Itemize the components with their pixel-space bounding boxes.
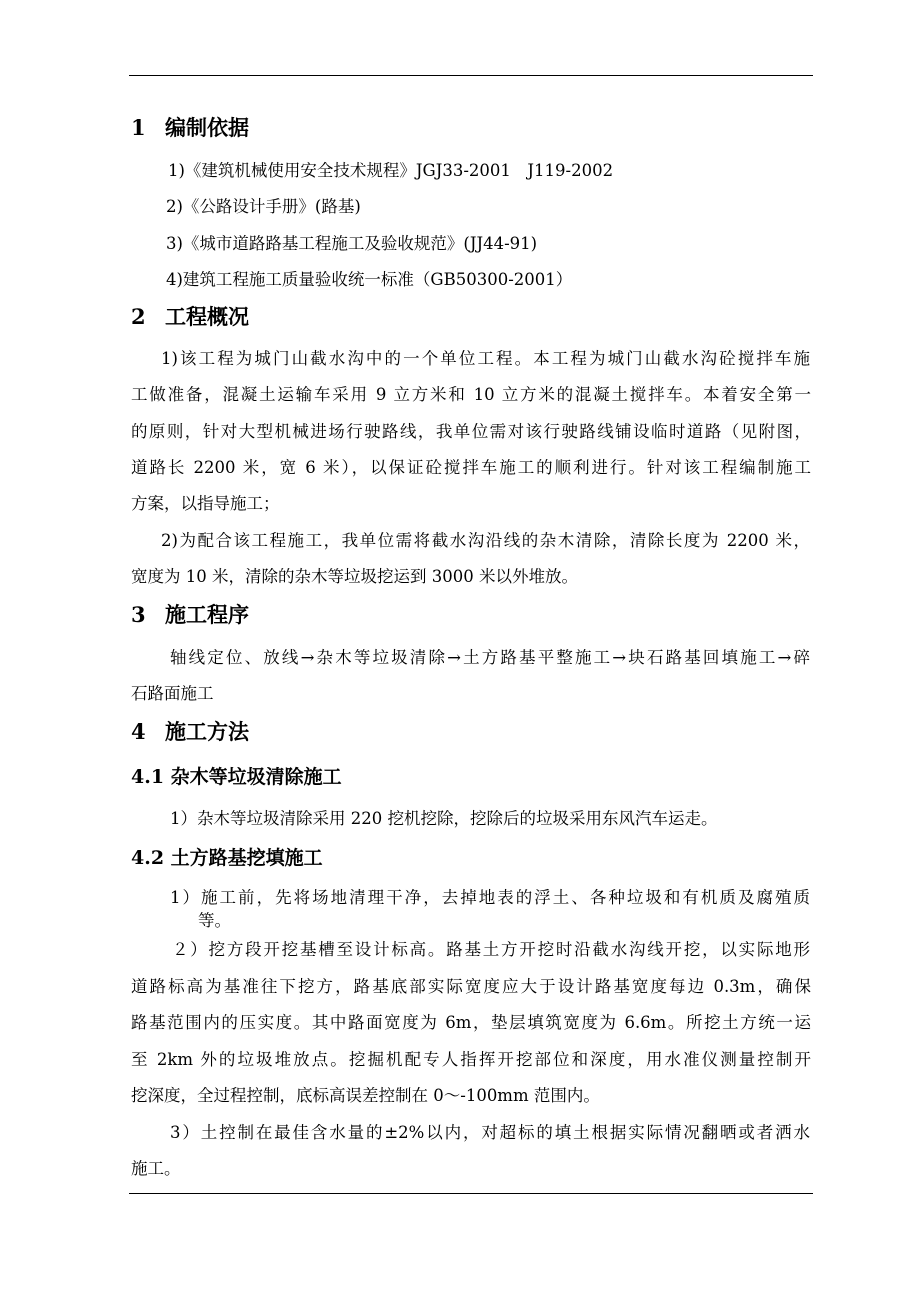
paragraph-line: 工做准备，混凝土运输车采用 9 立方米和 10 立方米的混凝土搅拌车。本着安全第一: [131, 385, 811, 404]
paragraph-line: 至 2km 外的垃圾堆放点。挖掘机配专人指挥开挖部位和深度，用水准仪测量控制开: [131, 1050, 811, 1069]
paragraph-line: 的原则，针对大型机械进场行驶路线，我单位需对该行驶路线铺设临时道路（见附图，: [131, 422, 811, 441]
paragraph-line: ２）挖方段开挖基槽至设计标高。路基土方开挖时沿截水沟线开挖，以实际地形: [172, 940, 810, 959]
paragraph-line: 轴线定位、放线→杂木等垃圾清除→土方路基平整施工→块石路基回填施工→碎: [170, 648, 810, 667]
paragraph-line: 道路标高为基准往下挖方，路基底部实际宽度应大于设计路基宽度每边 0.3m，确保: [131, 977, 811, 996]
section-1-heading: 1 编制依据: [131, 115, 249, 140]
reference-item: 4)建筑工程施工质量验收统一标准（GB50300-2001）: [166, 270, 573, 289]
paragraph-line: 宽度为 10 米，清除的杂木等垃圾挖运到 3000 米以外堆放。: [131, 567, 578, 586]
paragraph-line: 石路面施工: [131, 684, 214, 703]
reference-item: 2)《公路设计手册》(路基): [166, 197, 361, 216]
reference-item: 3)《城市道路路基工程施工及验收规范》(JJ44-91): [166, 234, 538, 253]
subsection-4-2-heading: 4.2 土方路基挖填施工: [131, 847, 323, 869]
paragraph-line: 2)为配合该工程施工，我单位需将截水沟沿线的杂木清除，清除长度为 2200 米，: [161, 531, 810, 550]
paragraph-line: 1）杂木等垃圾清除采用 220 挖机挖除，挖除后的垃圾采用东风汽车运走。: [170, 809, 718, 828]
section-4-heading: 4 施工方法: [131, 719, 249, 744]
paragraph-line: 1）施工前，先将场地清理干净，去掉地表的浮土、各种垃圾和有机质及腐殖质: [170, 888, 810, 907]
paragraph-line: 路基范围内的压实度。其中路面宽度为 6m，垫层填筑宽度为 6.6m。所挖土方统一运: [131, 1013, 811, 1032]
subsection-4-1-heading: 4.1 杂木等垃圾清除施工: [131, 766, 342, 788]
footer-rule: [129, 1193, 813, 1194]
paragraph-line: 施工。: [131, 1159, 181, 1178]
paragraph-line: 挖深度，全过程控制，底标高误差控制在 0～-100mm 范围内。: [131, 1086, 600, 1105]
reference-item: 1)《建筑机械使用安全技术规程》JGJ33-2001 J119-2002: [168, 161, 614, 180]
section-3-heading: 3 施工程序: [131, 602, 249, 627]
paragraph-line: 1)该工程为城门山截水沟中的一个单位工程。本工程为城门山截水沟砼搅拌车施: [161, 349, 810, 368]
paragraph-line: 等。: [198, 911, 231, 930]
paragraph-line: 3）土控制在最佳含水量的±2%以内，对超标的填土根据实际情况翻晒或者洒水: [170, 1123, 810, 1142]
paragraph-line: 方案，以指导施工；: [131, 494, 280, 513]
header-rule: [129, 75, 813, 76]
paragraph-line: 道路长 2200 米，宽 6 米），以保证砼搅拌车施工的顺利进行。针对该工程编制施工: [131, 458, 811, 477]
section-2-heading: 2 工程概况: [131, 304, 249, 329]
